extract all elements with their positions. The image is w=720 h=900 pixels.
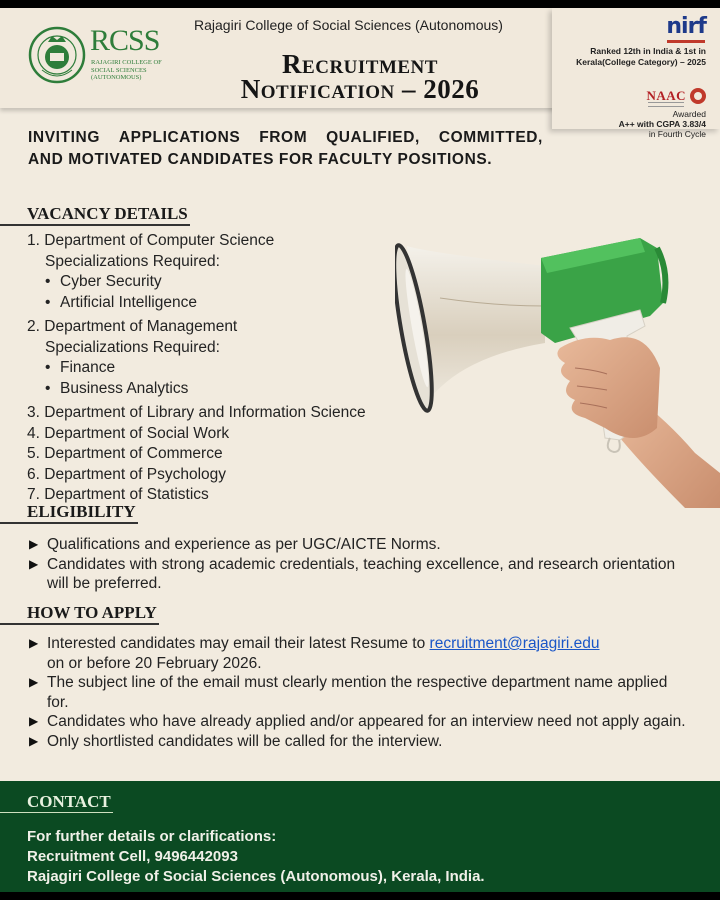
apply-text: Candidates who have already applied and/or appeared for an interview need not apply again. xyxy=(47,713,686,730)
department-name: Department of Psychology xyxy=(44,465,227,483)
apply-item xyxy=(27,712,687,732)
apply-text: Interested candidates may email their latest Resume to xyxy=(47,635,426,652)
contact-details xyxy=(27,827,485,887)
department-name: Department of Library and Information Science xyxy=(44,404,366,421)
intro-word: FROM xyxy=(259,129,308,146)
specialization-item: • Artificial Intelligence xyxy=(27,293,366,314)
eligibility-heading: ELIGIBILITY xyxy=(0,502,138,524)
vacancy-heading: VACANCY DETAILS xyxy=(0,204,190,226)
intro-line-2: AND MOTIVATED CANDIDATES FOR FACULTY POSITIONS. xyxy=(28,151,493,168)
department-name: Department of Commerce xyxy=(44,445,223,462)
department-number: 4. xyxy=(27,424,40,442)
apply-text: Only shortlisted candidates will be called for the interview. xyxy=(47,732,443,750)
contact-address: Rajagiri College of Social Sciences (Autonomous), Kerala, India. xyxy=(27,868,485,885)
intro-word: QUALIFIED, xyxy=(326,129,420,146)
naac-award-text xyxy=(556,109,706,139)
apply-item xyxy=(27,634,687,673)
nirf-underline xyxy=(667,40,705,43)
department-number: 1. xyxy=(27,232,40,249)
email-link[interactable]: recruitment@rajagiri.edu xyxy=(429,635,600,652)
naac-emblem-icon xyxy=(690,88,706,104)
contact-heading: CONTACT xyxy=(0,792,113,813)
intro-word: INVITING xyxy=(28,129,100,146)
contact-phone: Recruitment Cell, 9496442093 xyxy=(27,848,238,865)
intro-line-1 xyxy=(28,127,543,149)
department-number: 3. xyxy=(27,404,40,421)
department-item xyxy=(27,231,366,252)
department-number: 5. xyxy=(27,445,40,462)
department-number: 6. xyxy=(27,465,40,483)
department-item xyxy=(27,403,366,424)
how-to-apply-heading: HOW TO APPLY xyxy=(0,603,159,625)
recruitment-poster xyxy=(0,8,720,892)
department-name: Department of Statistics xyxy=(44,486,209,503)
intro-statement xyxy=(28,127,543,171)
apply-text: The subject line of the email must clearly mention the respective department name applied for. xyxy=(47,674,668,711)
department-number: 7. xyxy=(27,486,40,503)
title-line-1: Recruitment xyxy=(282,49,438,79)
title-line-2: Notification – 2026 xyxy=(240,74,480,104)
arrow-right-icon: ▶ xyxy=(29,537,39,551)
apply-deadline: on or before 20 February 2026. xyxy=(47,654,262,672)
vacancy-list xyxy=(27,231,366,506)
arrow-right-icon: ▶ xyxy=(29,636,39,650)
page-title xyxy=(190,49,530,104)
department-item xyxy=(27,465,366,486)
naac-grade: A++ with CGPA 3.83/4 xyxy=(618,119,706,129)
logo-fullname xyxy=(91,59,171,82)
department-name: Department of Management xyxy=(44,318,238,335)
department-item xyxy=(27,317,366,338)
specializations-label: Specializations Required: xyxy=(45,252,220,270)
apply-item xyxy=(27,673,687,712)
contact-footer xyxy=(0,781,720,892)
arrow-right-icon: ▶ xyxy=(29,733,39,748)
department-item xyxy=(27,444,366,465)
department-name: Department of Computer Science xyxy=(44,232,275,249)
naac-awarded: Awarded xyxy=(672,109,706,119)
college-name: Rajagiri College of Social Sciences (Autonomous) xyxy=(194,17,503,33)
logo-status: (AUTONOMOUS) xyxy=(91,74,142,81)
nirf-ranking-text: Ranked 12th in India & 1st in Kerala(College Category) – 2025 xyxy=(576,46,706,67)
rajagiri-seal-icon xyxy=(28,26,86,84)
how-to-apply-list xyxy=(27,634,687,751)
naac-cycle: in Fourth Cycle xyxy=(648,129,706,139)
naac-logo: NAAC xyxy=(646,88,686,103)
rcss-logo xyxy=(28,26,168,86)
department-number: 2. xyxy=(27,318,40,335)
accreditation-badges xyxy=(552,8,720,139)
eligibility-item xyxy=(27,535,687,555)
arrow-right-icon: ▶ xyxy=(29,714,39,728)
eligibility-text: Qualifications and experience as per UGC/AICTE Norms. xyxy=(47,536,441,553)
specialization-item: • Business Analytics xyxy=(27,379,366,400)
apply-item xyxy=(27,732,687,752)
eligibility-text: Candidates with strong academic credentials, teaching excellence, and research orientation will be preferred. xyxy=(47,555,676,592)
specializations-label: Specializations Required: xyxy=(45,338,220,356)
nirf-logo: nirf xyxy=(666,14,706,39)
intro-word: COMMITTED, xyxy=(438,129,543,146)
logo-college-name: RAJAGIRI COLLEGE OF SOCIAL SCIENCES xyxy=(91,59,162,74)
arrow-right-icon: ▶ xyxy=(29,556,39,571)
eligibility-item xyxy=(27,555,687,594)
specialization-item: • Finance xyxy=(27,358,366,379)
contact-intro: For further details or clarifications: xyxy=(27,828,277,845)
specialization-item: • Cyber Security xyxy=(27,272,366,293)
department-item xyxy=(27,424,366,445)
arrow-right-icon: ▶ xyxy=(29,675,39,689)
logo-abbreviation: RCSS xyxy=(90,24,160,57)
department-name: Department of Social Work xyxy=(44,424,230,442)
megaphone-icon xyxy=(395,218,720,508)
intro-word: APPLICATIONS xyxy=(118,129,241,146)
eligibility-list xyxy=(27,535,687,594)
naac-logo-subtitle xyxy=(648,102,684,107)
